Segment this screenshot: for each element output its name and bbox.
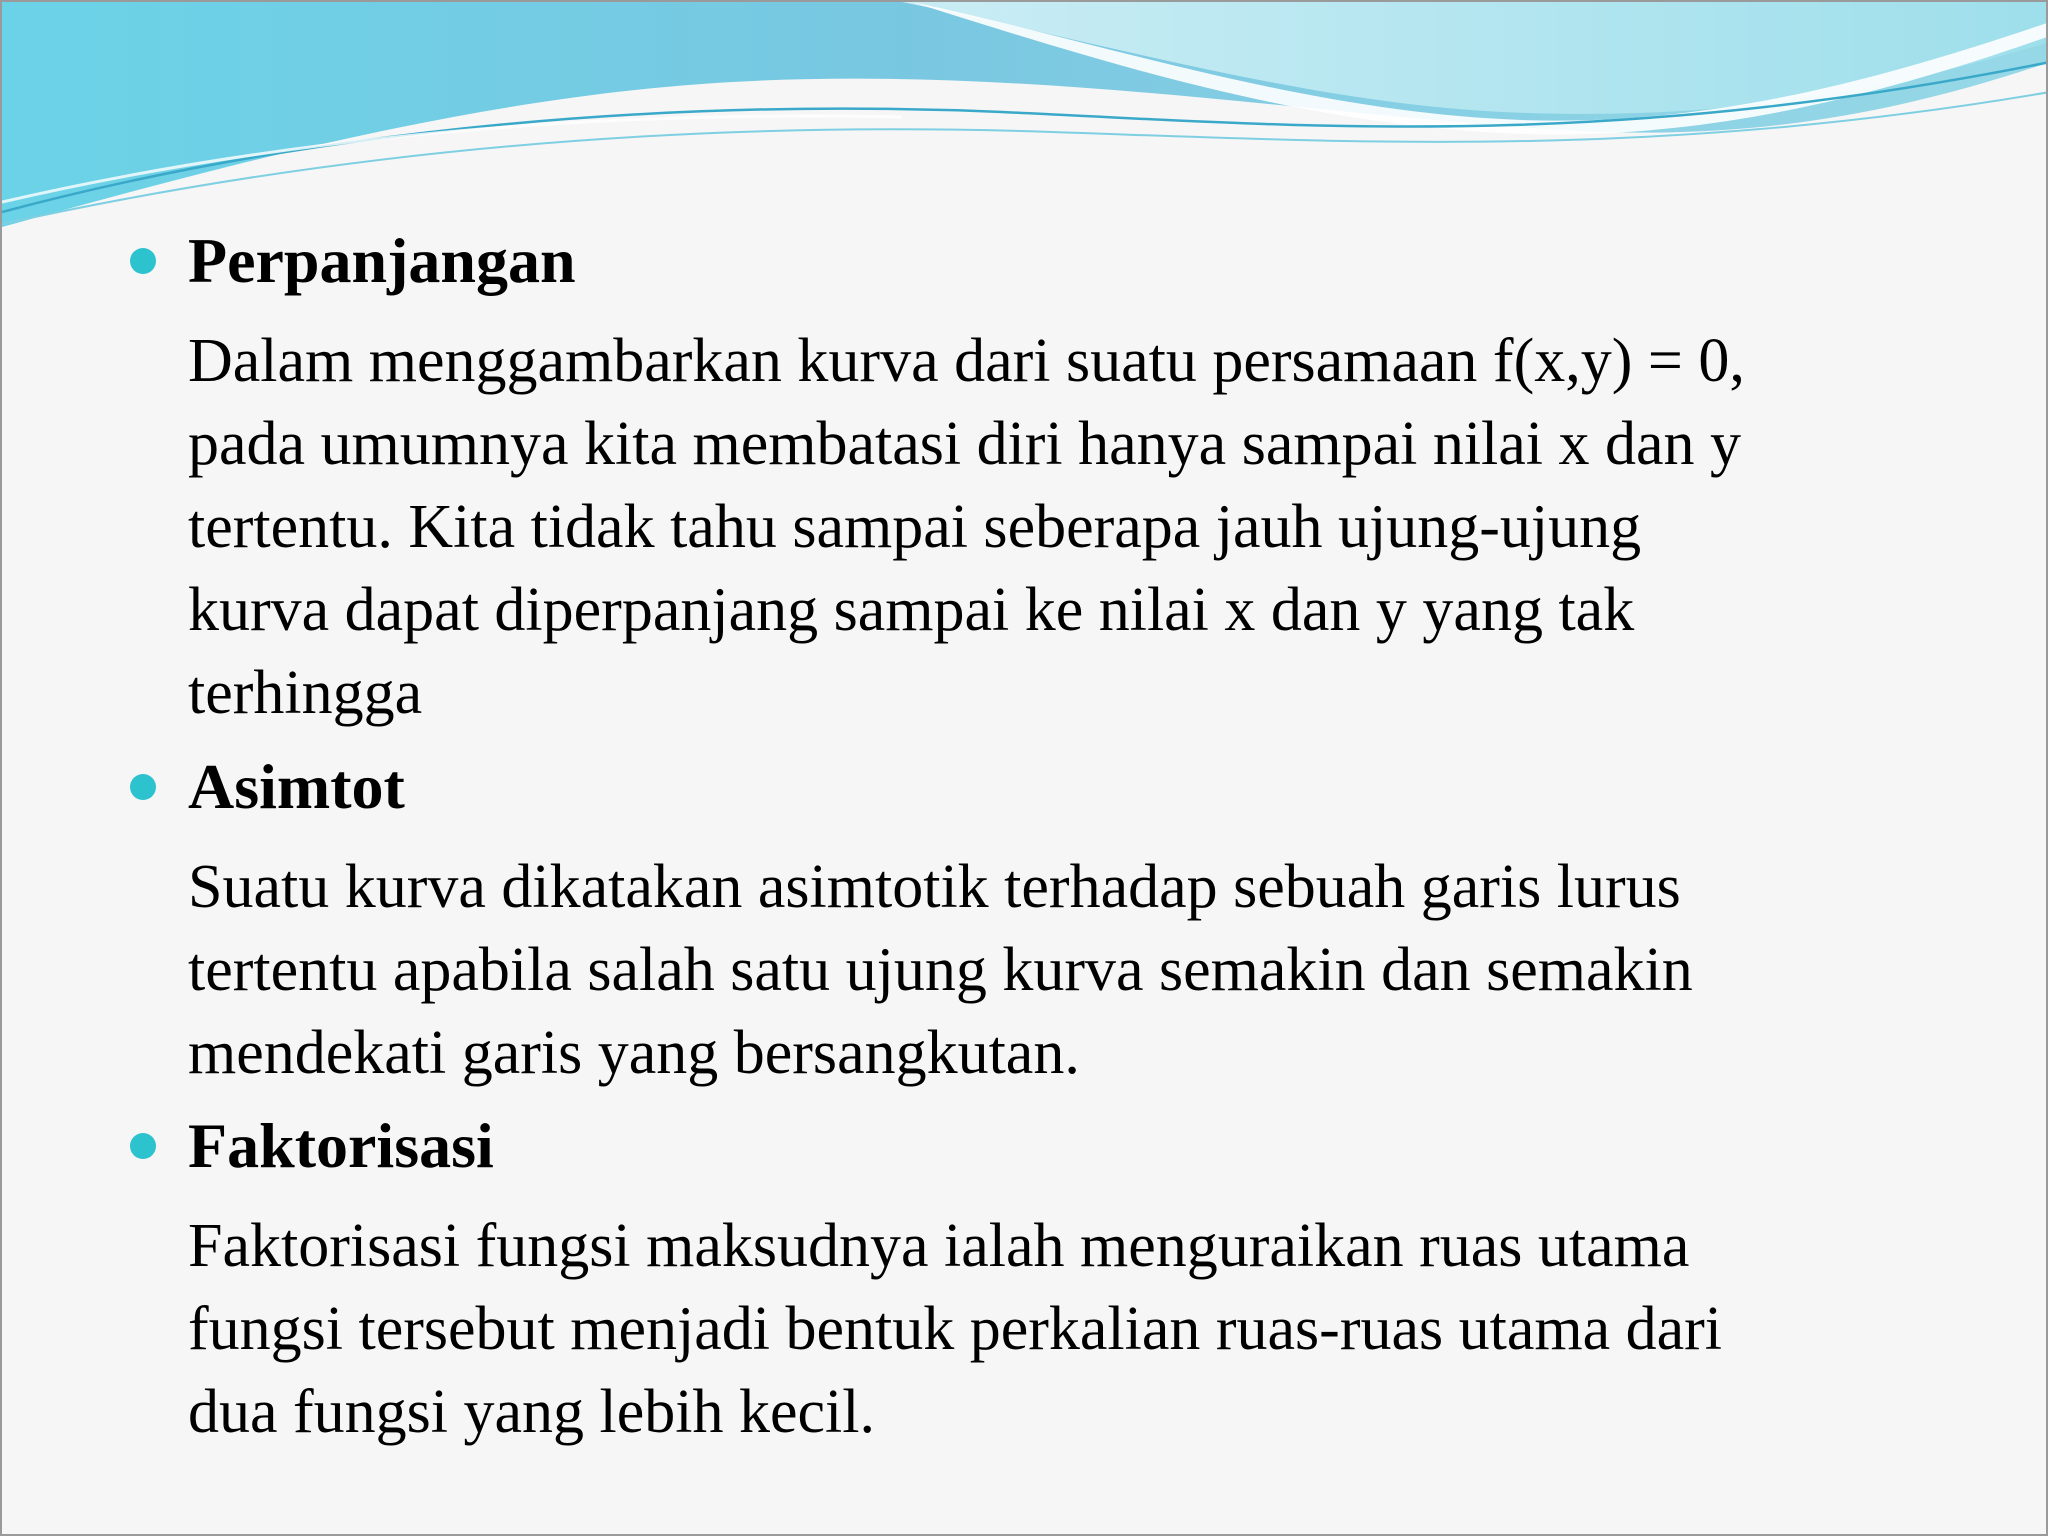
text-line: terhingga <box>188 659 423 727</box>
text-line: kurva dapat diperpanjang sampai ke nilai x dan y yang tak <box>188 576 1635 644</box>
text-line: Suatu kurva dikatakan asimtotik terhadap sebuah garis lurus <box>188 853 1681 921</box>
text-line: Faktorisasi fungsi maksudnya ialah menguraikan ruas utama <box>188 1212 1690 1280</box>
bullet-icon <box>130 774 156 800</box>
text-line: mendekati garis yang bersangkutan. <box>188 1019 1080 1087</box>
slide-content <box>2 2 2048 1536</box>
text-line: dua fungsi yang lebih kecil. <box>188 1378 875 1446</box>
heading-perpanjangan: Perpanjangan <box>188 225 576 296</box>
paragraph-asimtot <box>188 846 2028 1095</box>
bullet-icon <box>130 1133 156 1159</box>
text-line: Dalam menggambarkan kurva dari suatu persamaan f(x,y) = 0, <box>188 327 1745 395</box>
text-line: pada umumnya kita membatasi diri hanya sampai nilai x dan y <box>188 410 1742 478</box>
text-line: tertentu. Kita tidak tahu sampai seberapa jauh ujung-ujung <box>188 493 1642 561</box>
heading-faktorisasi: Faktorisasi <box>188 1110 494 1181</box>
paragraph-faktorisasi <box>188 1205 2028 1454</box>
bullet-icon <box>130 248 156 274</box>
heading-asimtot: Asimtot <box>188 751 405 822</box>
paragraph-perpanjangan <box>188 320 2028 735</box>
text-line: tertentu apabila salah satu ujung kurva semakin dan semakin <box>188 936 1693 1004</box>
text-line: fungsi tersebut menjadi bentuk perkalian ruas-ruas utama dari <box>188 1295 1722 1363</box>
